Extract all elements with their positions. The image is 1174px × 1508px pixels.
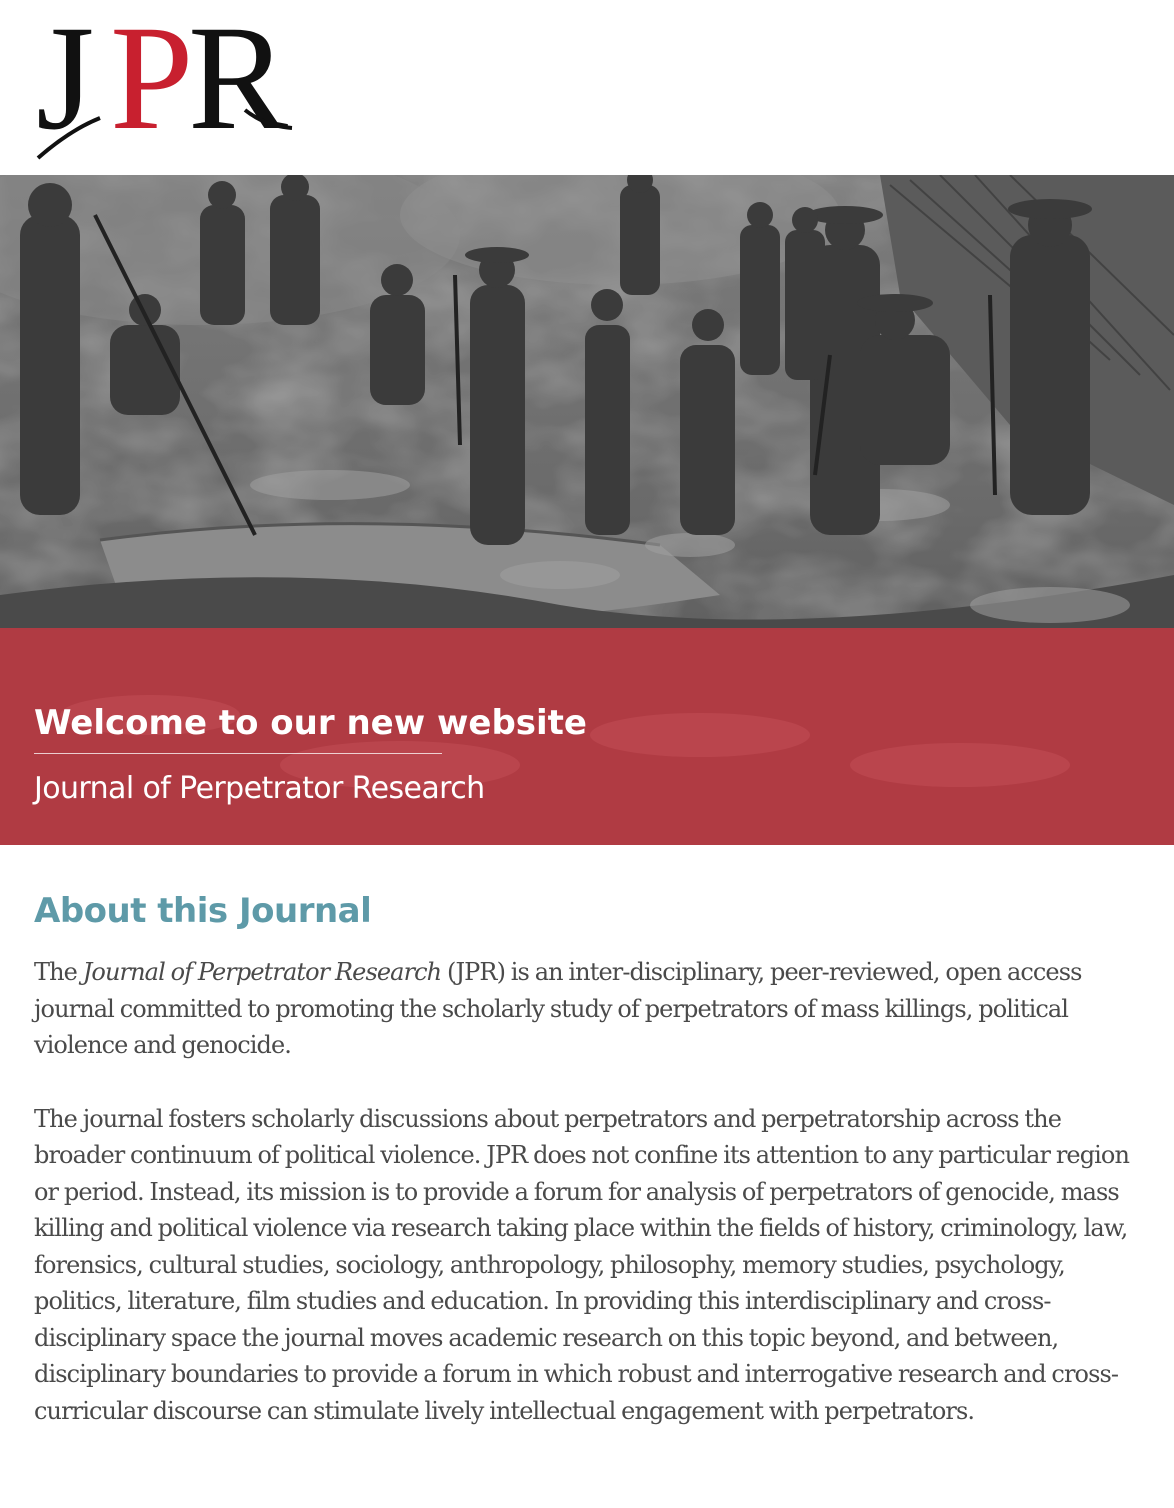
site-header (0, 0, 1174, 175)
jpr-logo-mark (30, 0, 300, 170)
logo-letter-p: P (110, 0, 194, 161)
hero-title: Welcome to our new website (34, 703, 587, 743)
about-p1-rest: (JPR) is an inter-disciplinary, peer-reviewed, open access journal committed to promoting the scholarly study of perpetrators of mass killings, political violence and genocide. (34, 958, 1082, 1059)
hero-subtitle: Journal of Perpetrator Research (34, 771, 485, 806)
about-p1-lead: The (34, 958, 83, 986)
hero-section (0, 175, 1174, 845)
journal-title-italic: Journal of Perpetrator Research (82, 958, 442, 986)
about-heading: About this Journal (34, 891, 372, 931)
logo-letter-r: R (188, 0, 289, 161)
jpr-logo[interactable] (30, 0, 300, 170)
logo-letter-j: J (36, 0, 95, 161)
about-paragraph-intro (34, 954, 1140, 1064)
about-paragraph-mission: The journal fosters scholarly discussions about perpetrators and perpetratorship across the broader continuum of political violence. JPR does not confine its attention to any particular region or period. Instead, its mission is to provide a forum for analysis of perpetrators of genocide, mass killing and political violence via research taking place within the fields of history, criminology, law, forensics, cultural studies, sociology, anthropology, philosophy, memory studies, psychology, politics, literature, film studies and education. In providing this interdisciplinary and cross-disciplinary space the journal moves academic research on this topic beyond, and between, disciplinary boundaries to provide a forum in which robust and interrogative research and cross-curricular discourse can stimulate lively intellectual engagement with perpetrators. (34, 1104, 1130, 1425)
about-section (34, 888, 1140, 1429)
hero-divider (34, 753, 442, 754)
